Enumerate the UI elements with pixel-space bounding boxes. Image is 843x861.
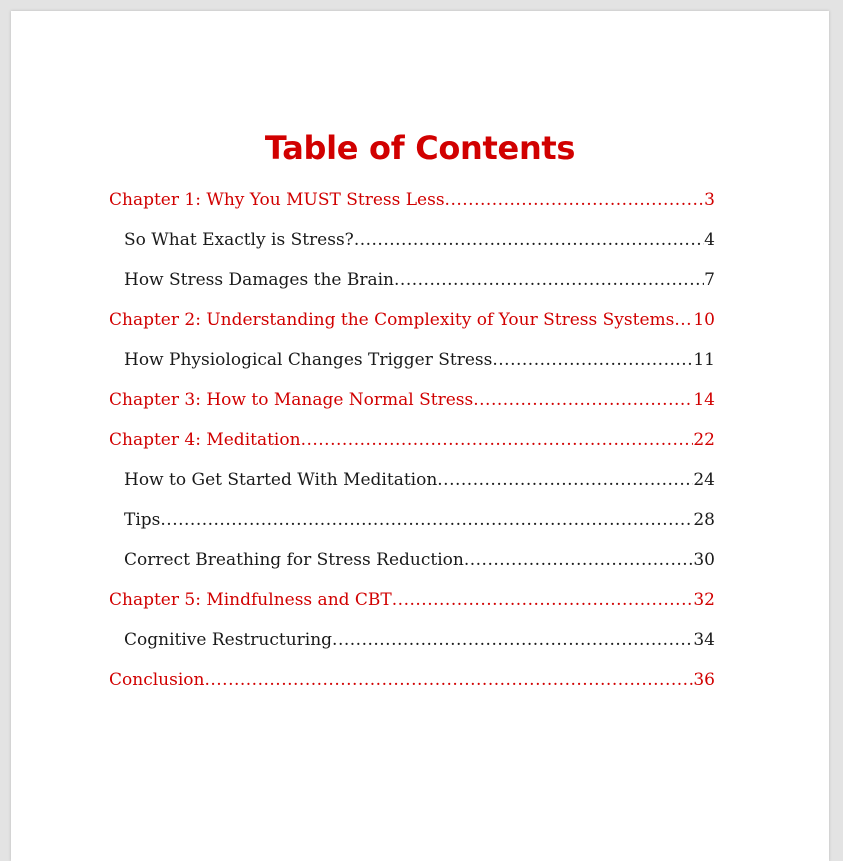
dot-leader bbox=[473, 385, 693, 415]
toc-entry-title: How to Get Started With Meditation bbox=[124, 470, 438, 490]
toc-entry-chapter-2[interactable] bbox=[109, 305, 715, 345]
toc-entry-page: 30 bbox=[693, 550, 715, 570]
toc-entry-cognitive-restructuring[interactable] bbox=[109, 625, 715, 665]
toc-entry-title: Chapter 3: How to Manage Normal Stress bbox=[109, 390, 474, 410]
toc-entry-title: Chapter 2: Understanding the Complexity of Your Stress Systems bbox=[109, 310, 675, 330]
page-title: Table of Contents bbox=[264, 129, 576, 168]
toc-entry-chapter-1[interactable] bbox=[109, 185, 715, 225]
toc-entry-chapter-5[interactable] bbox=[109, 585, 715, 625]
toc-entry-tips[interactable] bbox=[109, 505, 715, 545]
dot-leader bbox=[674, 305, 693, 335]
toc-entry-title: How Physiological Changes Trigger Stress bbox=[124, 350, 493, 370]
toc-entry-title: Chapter 1: Why You MUST Stress Less bbox=[109, 190, 445, 210]
toc-entry-title: How Stress Damages the Brain bbox=[124, 270, 395, 290]
toc-entry-physiological-changes[interactable] bbox=[109, 345, 715, 385]
dot-leader bbox=[354, 225, 704, 255]
dot-leader bbox=[437, 465, 693, 495]
dot-leader bbox=[301, 425, 694, 455]
toc-entry-page: 28 bbox=[693, 510, 715, 530]
toc-entry-chapter-4[interactable] bbox=[109, 425, 715, 465]
dot-leader bbox=[392, 585, 694, 615]
toc-entry-page: 10 bbox=[693, 310, 715, 330]
toc-entry-page: 36 bbox=[693, 670, 715, 690]
toc-entry-title: Cognitive Restructuring bbox=[124, 630, 333, 650]
toc-entry-page: 4 bbox=[704, 230, 715, 250]
toc-entry-what-is-stress[interactable] bbox=[109, 225, 715, 265]
dot-leader bbox=[492, 345, 693, 375]
toc-entry-get-started-meditation[interactable] bbox=[109, 465, 715, 505]
toc-entry-stress-damages-brain[interactable] bbox=[109, 265, 715, 305]
toc-entry-title: Tips bbox=[124, 510, 161, 530]
toc-entry-title: Chapter 5: Mindfulness and CBT bbox=[109, 590, 392, 610]
toc-entry-chapter-3[interactable] bbox=[109, 385, 715, 425]
dot-leader bbox=[394, 265, 704, 295]
toc-entry-page: 7 bbox=[704, 270, 715, 290]
toc-entry-page: 34 bbox=[693, 630, 715, 650]
toc-entry-page: 22 bbox=[693, 430, 715, 450]
toc-entry-conclusion[interactable] bbox=[109, 665, 715, 705]
dot-leader bbox=[445, 185, 705, 215]
toc-entry-page: 3 bbox=[704, 190, 715, 210]
toc-entry-correct-breathing[interactable] bbox=[109, 545, 715, 585]
toc-entry-title: Chapter 4: Meditation bbox=[109, 430, 301, 450]
dot-leader bbox=[204, 665, 693, 695]
toc-entry-page: 24 bbox=[693, 470, 715, 490]
document-page bbox=[11, 11, 829, 861]
dot-leader bbox=[160, 505, 693, 535]
table-of-contents bbox=[109, 185, 715, 705]
toc-entry-page: 32 bbox=[693, 590, 715, 610]
toc-entry-page: 14 bbox=[693, 390, 715, 410]
toc-entry-title: Correct Breathing for Stress Reduction bbox=[124, 550, 464, 570]
dot-leader bbox=[332, 625, 693, 655]
toc-entry-title: Conclusion bbox=[109, 670, 205, 690]
dot-leader bbox=[464, 545, 694, 575]
toc-entry-title: So What Exactly is Stress? bbox=[124, 230, 354, 250]
toc-entry-page: 11 bbox=[693, 350, 715, 370]
